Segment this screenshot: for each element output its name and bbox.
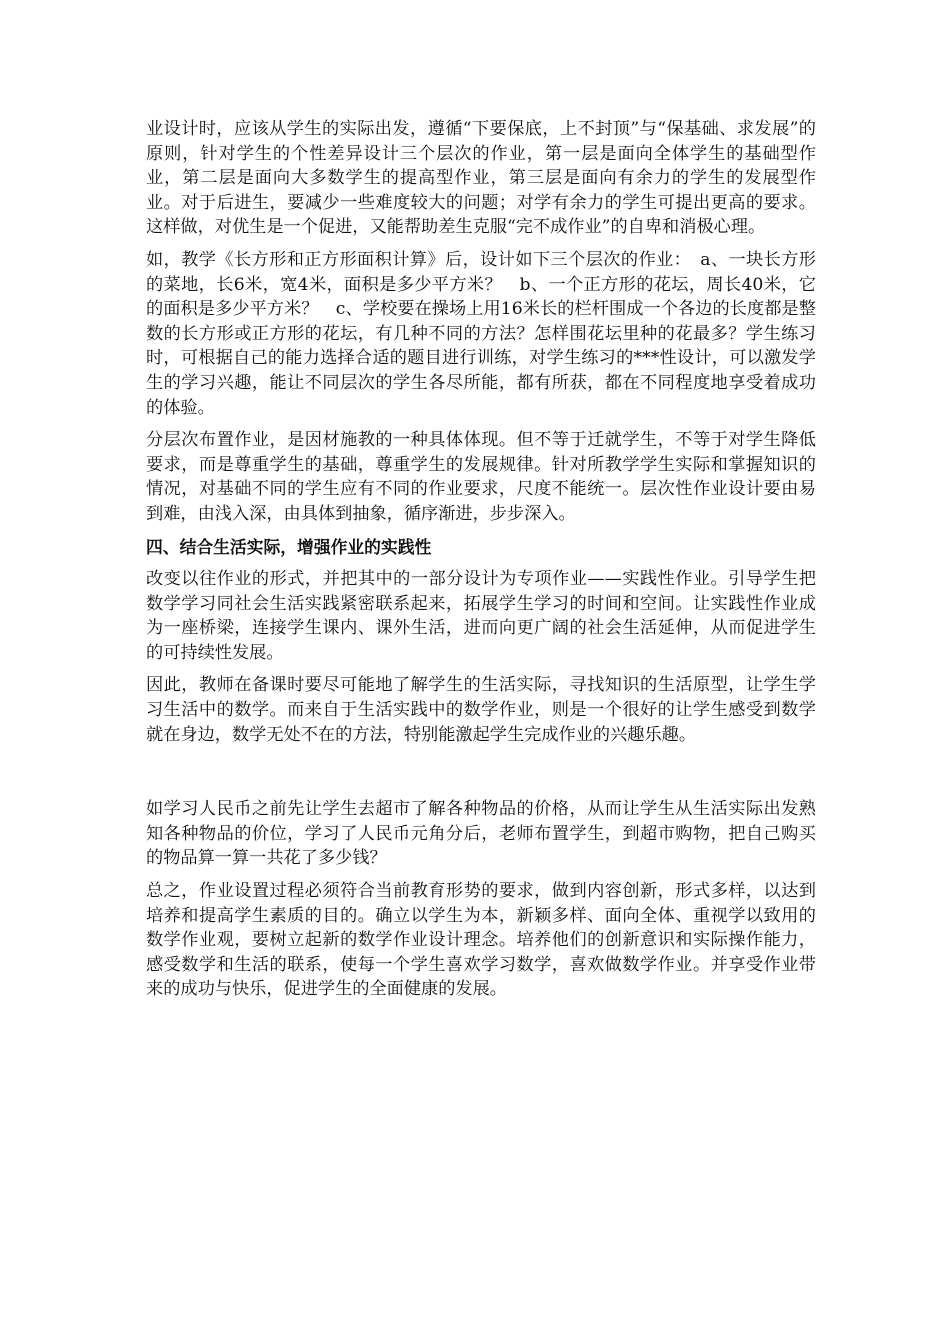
paragraph-teaching-by-aptitude: 分层次布置作业，是因材施教的一种具体体现。但不等于迁就学生，不等于对学生降低要求，而是尊重学生的基础，尊重学生的发展规律。针对所教学学生实际和掌握知识的情况，对基础不同的学生应有不同的作业要求，尺度不能统一。层次性作业设计要由易到难，由浅入深，由具体到抽象，循序渐进，步步深入。 [146, 430, 816, 524]
paragraph-rmb-example: 如学习人民币之前先让学生去超市了解各种物品的价格，从而让学生从生活实际出发熟知各种物品的价位，学习了人民币元角分后，老师布置学生，到超市购物，把自己购买的物品算一算一共花了多少钱？ [146, 799, 816, 869]
blank-spacer [146, 755, 816, 797]
document-page [146, 117, 816, 1010]
paragraph-life-math: 因此，教师在备课时要尽可能地了解学生的生活实际，寻找知识的生活原型，让学生学习生活中的数学。而来自于生活实践中的数学作业，则是一个很好的让学生感受到数学就在身边，数学无处不在的方法，特别能激起学生完成作业的兴趣乐趣。 [146, 675, 816, 745]
paragraph-practical-homework: 改变以往作业的形式，并把其中的一部分设计为专项作业——实践性作业。引导学生把数学学习同社会生活实践紧密联系起来，拓展学生学习的时间和空间。让实践性作业成为一座桥梁，连接学生课内、课外生活，进而向更广阔的社会生活延伸，从而促进学生的可持续性发展。 [146, 569, 816, 663]
paragraph-differentiated-homework: 业设计时，应该从学生的实际出发，遵循“下要保底，上不封顶”与“保基础、求发展”的原则，针对学生的个性差异设计三个层次的作业，第一层是面向全体学生的基础型作业，第二层是面向大多数学生的提高型作业，第三层是面向有余力的学生的发展型作业。对于后进生，要减少一些难度较大的问题；对学有余力的学生可提出更高的要求。这样做，对优生是一个促进，又能帮助差生克服“完不成作业”的自卑和消极心理。 [146, 119, 816, 238]
section-heading: 四、结合生活实际，增强作业的实践性 [146, 536, 432, 557]
paragraph-conclusion: 总之，作业设置过程必须符合当前教育形势的要求，做到内容创新，形式多样，以达到培养和提高学生素质的目的。确立以学生为本，新颖多样、面向全体、重视学以致用的数学作业观，要树立起新的数学作业设计理念。培养他们的创新意识和实际操作能力，感受数学和生活的联系，使每一个学生喜欢学习数学，喜欢做数学作业。并享受作业带来的成功与快乐，促进学生的全面健康的发展。 [146, 881, 816, 1000]
paragraph-area-example: 如，教学《长方形和正方形面积计算》后，设计如下三个层次的作业： a、一块长方形的菜地，长6米，宽4米，面积是多少平方米？ b、一个正方形的花坛，周长40米，它的面积是多少平方米？ c、学校要在操场上用16米长的栏杆围成一个各边的长度都是整数的长方形或正方形的花坛，有几种不同的方法？怎样围花坛里种的花最多？学生练习时，可根据自己的能力选择合适的题目进行训练，对学生练习的***性设计，可以激发学生的学习兴趣，能让不同层次的学生各尽所能，都有所获，都在不同程度地享受着成功的体验。 [146, 249, 816, 418]
